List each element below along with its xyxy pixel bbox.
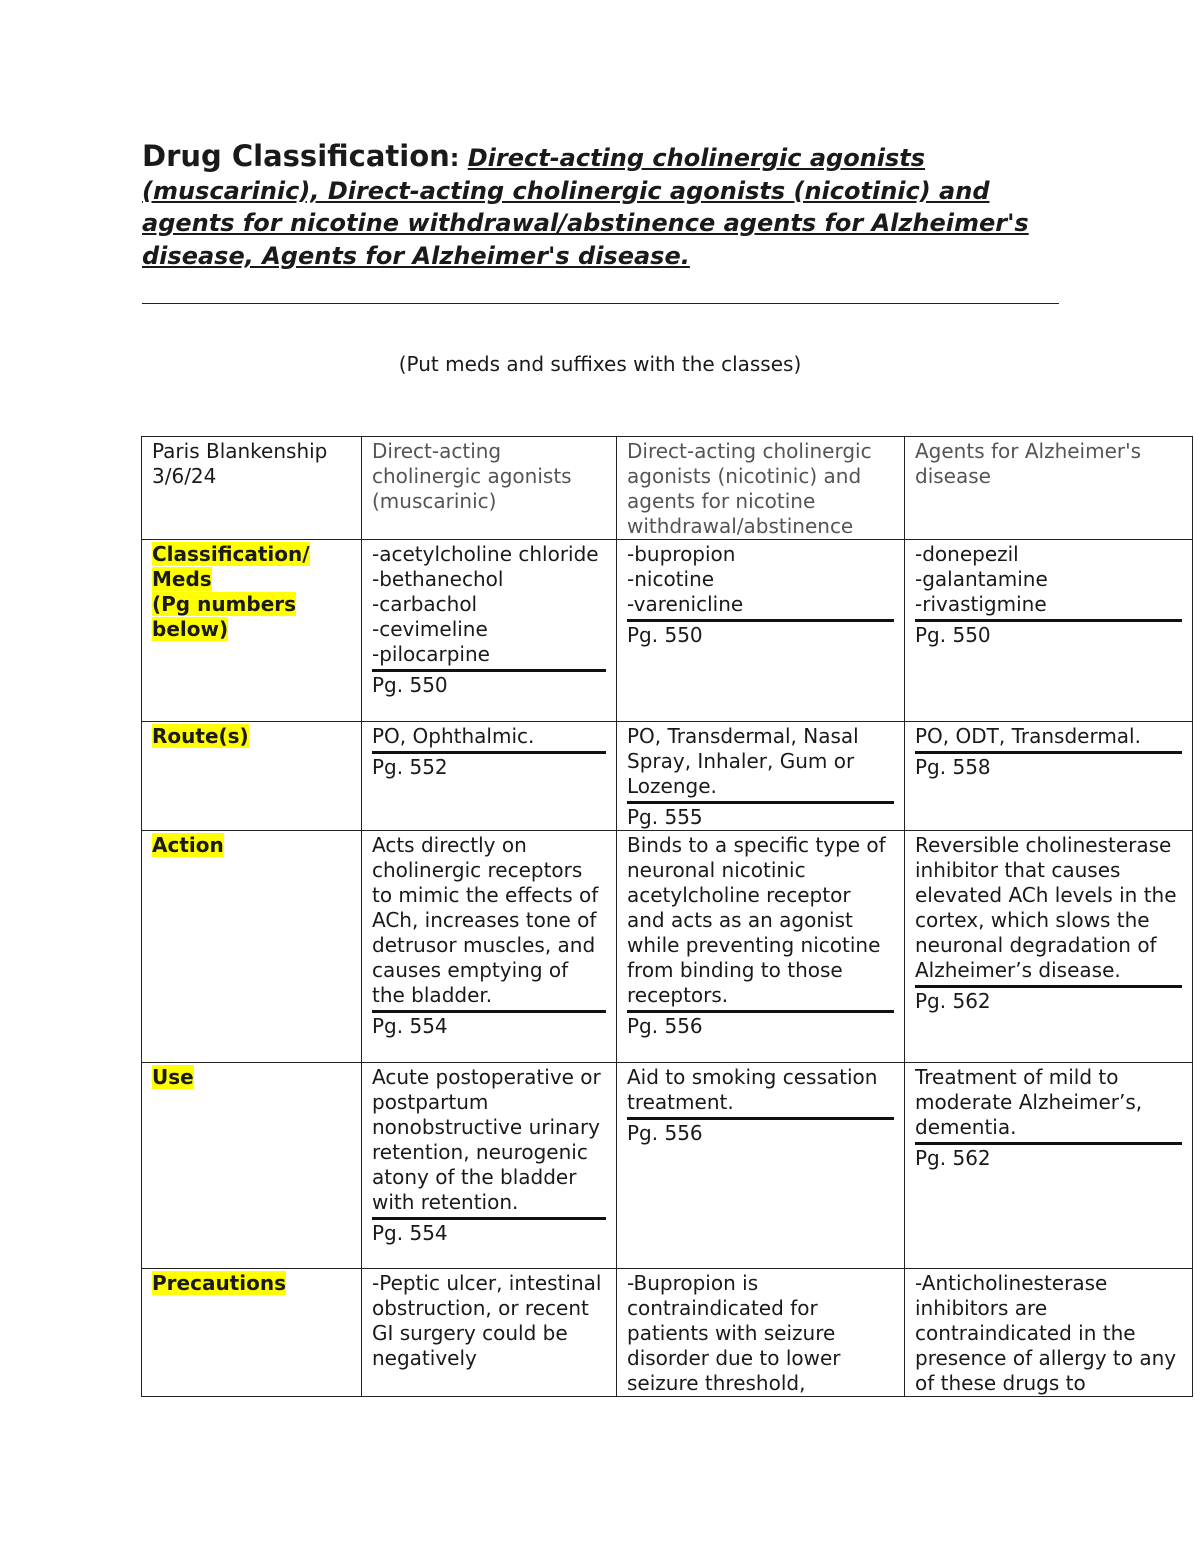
med-list	[627, 542, 894, 622]
row-label-precautions: Precautions	[142, 1269, 362, 1397]
row-label-classification: Classification/ Meds (Pg numbers below)	[142, 540, 362, 722]
page-reference: Pg. 562	[915, 1146, 991, 1170]
use-muscarinic	[362, 1063, 617, 1269]
cell-text: Aid to smoking cessation treatment.	[627, 1065, 894, 1120]
action-alzheimers	[905, 831, 1193, 1063]
list-item: -bupropion	[627, 542, 736, 566]
list-item: -bethanechol	[372, 567, 504, 591]
med-list	[372, 542, 606, 672]
med-list	[915, 542, 1182, 622]
cell-text: -Bupropion is contraindicated for patients with seizure disorder due to lower seizure threshold,	[627, 1271, 841, 1395]
assignment-date: 3/6/24	[152, 464, 217, 488]
cell-text: Acts directly on cholinergic receptors to mimic the effects of ACh, increases tone of detrusor muscles, and causes emptying of the bladder.	[372, 833, 606, 1013]
route-muscarinic	[362, 722, 617, 831]
list-item: -rivastigmine	[915, 592, 1047, 616]
cell-text: -Anticholinesterase inhibitors are contraindicated in the presence of allergy to any of these drugs to	[915, 1271, 1177, 1395]
precautions-muscarinic	[362, 1269, 617, 1397]
list-item: -galantamine	[915, 567, 1048, 591]
page-reference: Pg. 554	[372, 1221, 448, 1245]
cell-text: PO, Ophthalmic.	[372, 724, 606, 754]
row-label-route: Route(s)	[142, 722, 362, 831]
list-item: -donepezil	[915, 542, 1019, 566]
title-drug-classes: Direct-acting cholinergic agonists (muscarinic), Direct-acting cholinergic agonists (nicotinic) and agents for nicotine withdrawal/abstinence agents for Alzheimer's disease, Agents for Alzheimer's disease.	[142, 144, 1029, 270]
page-reference: Pg. 556	[627, 1014, 703, 1038]
cell-text: Acute postoperative or postpartum nonobstructive urinary retention, neurogenic atony of the bladder with retention.	[372, 1065, 606, 1220]
classification-row	[142, 540, 1193, 722]
action-muscarinic	[362, 831, 617, 1063]
title-colon: :	[449, 144, 460, 172]
page-reference: Pg. 554	[372, 1014, 448, 1038]
precautions-nicotinic	[617, 1269, 905, 1397]
document-title	[142, 140, 1062, 272]
list-item: -nicotine	[627, 567, 715, 591]
cell-text: PO, Transdermal, Nasal Spray, Inhaler, Gum or Lozenge.	[627, 724, 894, 804]
use-alzheimers	[905, 1063, 1193, 1269]
route-row	[142, 722, 1193, 831]
student-info-cell	[142, 437, 362, 540]
use-nicotinic	[617, 1063, 905, 1269]
route-alzheimers	[905, 722, 1193, 831]
precautions-row	[142, 1269, 1193, 1397]
cell-text: -Peptic ulcer, intestinal obstruction, or recent GI surgery could be negatively	[372, 1271, 602, 1370]
header-muscarinic: Direct-acting cholinergic agonists (muscarinic)	[362, 437, 617, 540]
title-label: Drug Classification	[142, 139, 450, 173]
list-item: -pilocarpine	[372, 642, 490, 666]
row-label-action: Action	[142, 831, 362, 1063]
title-divider	[142, 303, 1059, 304]
page-reference: Pg. 562	[915, 989, 991, 1013]
page-reference: Pg. 552	[372, 755, 448, 779]
cell-text: Binds to a specific type of neuronal nicotinic acetylcholine receptor and acts as an agonist while preventing nicotine from binding to those receptors.	[627, 833, 894, 1013]
meds-alzheimers	[905, 540, 1193, 722]
meds-nicotinic	[617, 540, 905, 722]
cell-text: Reversible cholinesterase inhibitor that causes elevated ACh levels in the cortex, which slows the neuronal degradation of Alzheimer’s disease.	[915, 833, 1182, 988]
list-item: -carbachol	[372, 592, 478, 616]
student-name: Paris Blankenship	[152, 439, 328, 463]
route-nicotinic	[617, 722, 905, 831]
list-item: -varenicline	[627, 592, 744, 616]
page-reference: Pg. 558	[915, 755, 991, 779]
action-row	[142, 831, 1193, 1063]
cell-text: PO, ODT, Transdermal.	[915, 724, 1182, 754]
list-item: -cevimeline	[372, 617, 488, 641]
precautions-alzheimers	[905, 1269, 1193, 1397]
meds-muscarinic	[362, 540, 617, 722]
row-label-use: Use	[142, 1063, 362, 1269]
page-reference: Pg. 555	[627, 805, 703, 829]
page-reference: Pg. 550	[372, 673, 448, 697]
page-reference: Pg. 550	[627, 623, 703, 647]
instruction-text: (Put meds and suffixes with the classes)	[398, 352, 802, 376]
page-reference: Pg. 556	[627, 1121, 703, 1145]
page-reference: Pg. 550	[915, 623, 991, 647]
header-nicotinic: Direct-acting cholinergic agonists (nicotinic) and agents for nicotine withdrawal/abstinence	[617, 437, 905, 540]
list-item: -acetylcholine chloride	[372, 542, 599, 566]
table-header-row	[142, 437, 1193, 540]
header-alzheimers: Agents for Alzheimer's disease	[905, 437, 1193, 540]
action-nicotinic	[617, 831, 905, 1063]
drug-classification-table	[141, 436, 1193, 1397]
use-row	[142, 1063, 1193, 1269]
cell-text: Treatment of mild to moderate Alzheimer’s, dementia.	[915, 1065, 1182, 1145]
